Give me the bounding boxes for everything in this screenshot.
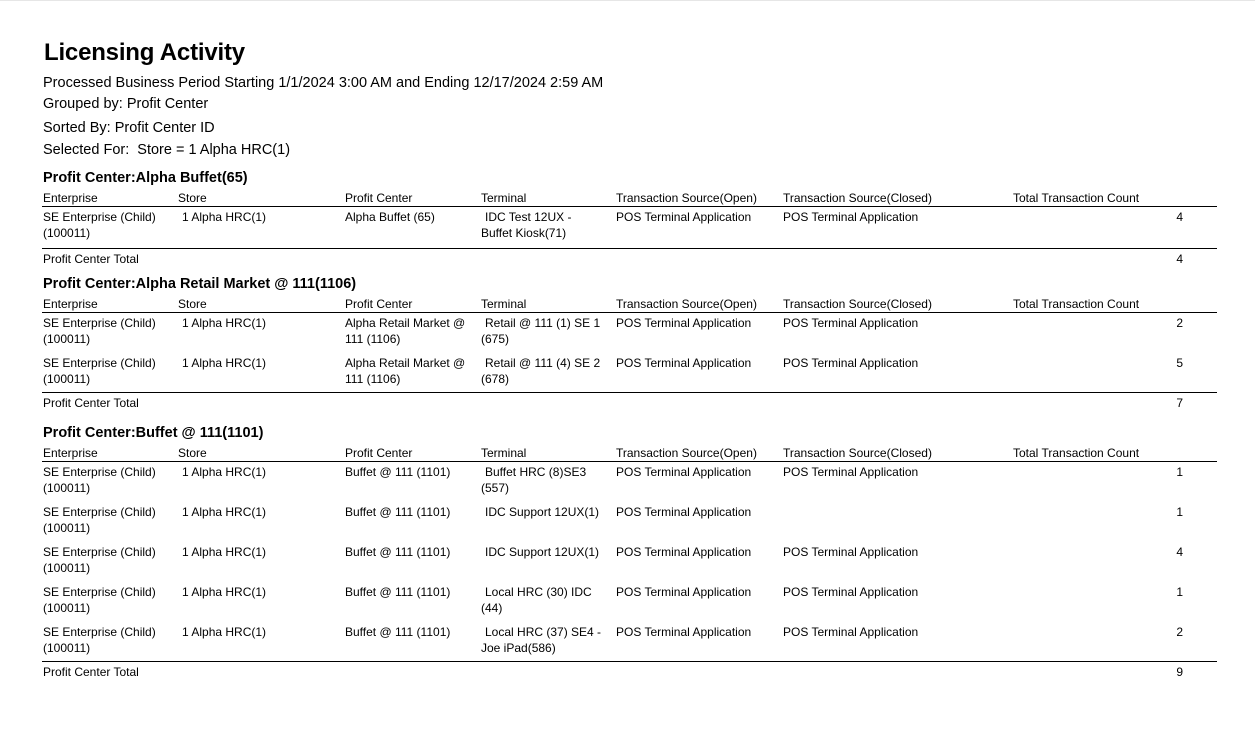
store-cell: 1 Alpha HRC(1): [182, 355, 267, 370]
source-closed-cell: POS Terminal Application: [783, 316, 919, 330]
col-profit-center: Profit Center: [345, 188, 481, 207]
header-row: [42, 188, 1217, 207]
table-row: [42, 582, 1217, 622]
count-cell: 5: [1176, 355, 1183, 370]
profit-center-cell: Alpha Buffet (65): [345, 210, 435, 224]
enterprise-cell: SE Enterprise (Child) (100011): [43, 584, 156, 615]
col-terminal: Terminal: [481, 188, 616, 207]
sorted-by: Sorted By: Profit Center ID: [43, 120, 215, 136]
profit-center-cell: Buffet @ 111 (1101): [345, 504, 451, 519]
enterprise-cell: SE Enterprise (Child) (100011): [43, 504, 156, 535]
profit-center-cell: Alpha Retail Market @ 111 (1106): [345, 316, 466, 346]
source-closed-cell: POS Terminal Application: [783, 465, 919, 479]
total-value: 4: [1013, 249, 1217, 269]
count-cell: 2: [1176, 316, 1183, 330]
enterprise-cell: SE Enterprise (Child) (100011): [43, 465, 156, 495]
profit-center-group: [42, 275, 1217, 412]
col-total-count: Total Transaction Count: [1013, 443, 1217, 462]
source-open-cell: POS Terminal Application: [616, 544, 752, 559]
col-enterprise: Enterprise: [42, 188, 178, 207]
store-cell: 1 Alpha HRC(1): [182, 316, 267, 330]
col-source-closed: Transaction Source(Closed): [783, 294, 1013, 313]
terminal-cell: Local HRC (37) SE4 - Joe iPad(586): [481, 624, 602, 655]
source-closed-cell: POS Terminal Application: [783, 544, 919, 559]
col-source-open: Transaction Source(Open): [616, 188, 783, 207]
activity-table: [42, 188, 1217, 268]
col-store: Store: [178, 188, 345, 207]
total-label: Profit Center Total: [42, 249, 1013, 269]
enterprise-cell: SE Enterprise (Child) (100011): [43, 355, 156, 386]
report-title: Licensing Activity: [44, 39, 245, 66]
col-enterprise: Enterprise: [42, 294, 178, 313]
activity-table: [42, 294, 1217, 412]
source-open-cell: POS Terminal Application: [616, 355, 752, 370]
store-cell: 1 Alpha HRC(1): [182, 584, 267, 599]
table-row: [42, 462, 1217, 502]
source-open-cell: POS Terminal Application: [616, 465, 752, 479]
enterprise-cell: SE Enterprise (Child) (100011): [43, 544, 156, 575]
total-row: [42, 249, 1217, 269]
source-open-cell: POS Terminal Application: [616, 504, 752, 519]
selected-for: Selected For: Store = 1 Alpha HRC(1): [43, 142, 291, 158]
source-open-cell: POS Terminal Application: [616, 316, 752, 330]
count-cell: 1: [1176, 504, 1183, 519]
terminal-cell: Buffet HRC (8)SE3 (557): [481, 465, 587, 495]
col-profit-center: Profit Center: [345, 443, 481, 462]
table-row: [42, 353, 1217, 393]
col-total-count: Total Transaction Count: [1013, 294, 1217, 313]
count-cell: 1: [1176, 584, 1183, 599]
group-title: Profit Center:Alpha Buffet(65): [43, 170, 248, 186]
enterprise-cell: SE Enterprise (Child) (100011): [43, 624, 156, 655]
table-row: [42, 502, 1217, 542]
activity-table: [42, 443, 1217, 681]
store-cell: 1 Alpha HRC(1): [182, 504, 267, 519]
source-closed-cell: POS Terminal Application: [783, 624, 919, 639]
profit-center-cell: Buffet @ 111 (1101): [345, 465, 451, 479]
enterprise-cell: SE Enterprise (Child) (100011): [43, 210, 156, 240]
count-cell: 2: [1176, 624, 1183, 639]
enterprise-cell: SE Enterprise (Child) (100011): [43, 316, 156, 346]
source-open-cell: POS Terminal Application: [616, 584, 752, 599]
terminal-cell: Retail @ 111 (1) SE 1 (675): [481, 316, 601, 346]
business-period: Processed Business Period Starting 1/1/2024 3:00 AM and Ending 12/17/2024 2:59 AM: [43, 75, 604, 91]
grouped-by: Grouped by: Profit Center: [43, 96, 209, 112]
source-closed-cell: POS Terminal Application: [783, 210, 919, 224]
count-cell: 4: [1176, 210, 1183, 224]
profit-center-group: [42, 169, 1217, 268]
profit-center-cell: Buffet @ 111 (1101): [345, 624, 451, 639]
table-row: [42, 622, 1217, 662]
terminal-cell: Retail @ 111 (4) SE 2 (678): [481, 355, 601, 386]
store-cell: 1 Alpha HRC(1): [182, 544, 267, 559]
total-label: Profit Center Total: [42, 662, 1013, 682]
group-title: Profit Center:Alpha Retail Market @ 111(1106): [43, 276, 357, 292]
count-cell: 4: [1176, 544, 1183, 559]
header-row: [42, 294, 1217, 313]
terminal-cell: Local HRC (30) IDC (44): [481, 584, 592, 615]
store-cell: 1 Alpha HRC(1): [182, 465, 267, 479]
col-enterprise: Enterprise: [42, 443, 178, 462]
header-row: [42, 443, 1217, 462]
profit-center-group: [42, 424, 1217, 681]
source-open-cell: POS Terminal Application: [616, 210, 752, 224]
col-terminal: Terminal: [481, 443, 616, 462]
profit-center-cell: Buffet @ 111 (1101): [345, 584, 451, 599]
count-cell: 1: [1176, 465, 1183, 479]
col-source-open: Transaction Source(Open): [616, 294, 783, 313]
total-label: Profit Center Total: [42, 393, 1013, 413]
profit-center-cell: Buffet @ 111 (1101): [345, 544, 451, 559]
col-source-open: Transaction Source(Open): [616, 443, 783, 462]
col-source-closed: Transaction Source(Closed): [783, 188, 1013, 207]
col-store: Store: [178, 443, 345, 462]
total-row: [42, 662, 1217, 682]
table-row: [42, 313, 1217, 353]
table-row: [42, 542, 1217, 582]
source-closed-cell: POS Terminal Application: [783, 584, 919, 599]
terminal-cell: IDC Support 12UX(1): [485, 544, 600, 559]
source-closed-cell: [783, 502, 1013, 542]
store-cell: 1 Alpha HRC(1): [182, 624, 267, 639]
col-store: Store: [178, 294, 345, 313]
table-row: [42, 207, 1217, 249]
col-terminal: Terminal: [481, 294, 616, 313]
terminal-cell: IDC Support 12UX(1): [485, 504, 600, 519]
total-value: 9: [1013, 662, 1217, 682]
col-total-count: Total Transaction Count: [1013, 188, 1217, 207]
total-row: [42, 393, 1217, 413]
col-source-closed: Transaction Source(Closed): [783, 443, 1013, 462]
source-closed-cell: POS Terminal Application: [783, 355, 919, 370]
terminal-cell: IDC Test 12UX - Buffet Kiosk(71): [481, 210, 572, 240]
total-value: 7: [1013, 393, 1217, 413]
source-open-cell: POS Terminal Application: [616, 624, 752, 639]
col-profit-center: Profit Center: [345, 294, 481, 313]
profit-center-cell: Alpha Retail Market @ 111 (1106): [345, 355, 466, 386]
store-cell: 1 Alpha HRC(1): [182, 210, 267, 224]
group-title: Profit Center:Buffet @ 111(1101): [43, 425, 264, 441]
